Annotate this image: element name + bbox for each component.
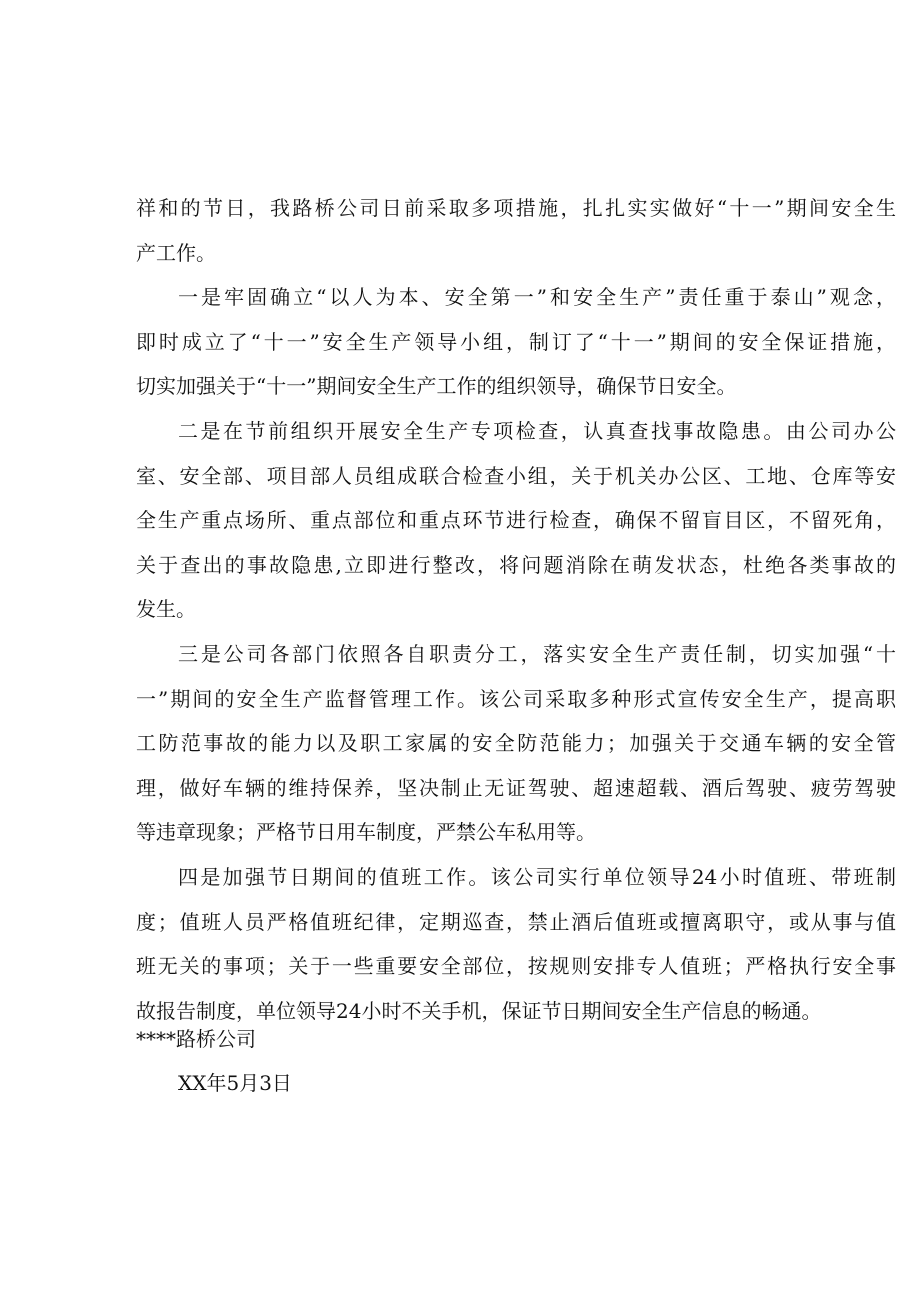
signature-company: ****路桥公司 [136,1027,256,1051]
text-line: 工防范事故的能力以及职工家属的安全防范能力；加强关于交通车辆的安全管 [136,731,896,756]
text-line: 故报告制度，单位领导24小时不关手机，保证节日期间安全生产信息的畅通。 [136,998,822,1023]
text-line: 度；值班人员严格值班纪律，定期巡查，禁止酒后值班或擅离职守，或从事与值 [136,909,896,934]
text-line: 二是在节前组织开展安全生产专项检查，认真查找事故隐患。由公司办公 [178,418,896,443]
text-line: 理，做好车辆的维持保养，坚决制止无证驾驶、超速超载、酒后驾驶、疲劳驾驶 [136,775,896,800]
paragraph-2 [136,275,896,409]
text-line: 发生。 [136,597,196,622]
text-line: 四是加强节日期间的值班工作。该公司实行单位领导24小时值班、带班制 [178,864,896,889]
paragraph-1 [136,186,896,275]
text-line: 全生产重点场所、重点部位和重点环节进行检查，确保不留盲目区，不留死角， [136,508,896,533]
text-line: 等违章现象；严格节日用车制度，严禁公车私用等。 [136,820,596,845]
text-line: 祥和的节日，我路桥公司日前采取多项措施，扎扎实实做好“十一”期间安全生 [136,196,896,220]
paragraph-5 [136,855,896,1033]
document-body [136,186,896,1033]
signature-date: XX年5月3日 [178,1071,292,1095]
text-line: 班无关的事项；关于一些重要安全部位，按规则安排专人值班；严格执行安全事 [136,954,896,979]
text-line: 切实加强关于“十一”期间安全生产工作的组织领导，确保节日安全。 [136,374,737,399]
paragraph-4 [136,632,896,855]
text-line: 室、安全部、项目部人员组成联合检查小组，关于机关办公区、工地、仓库等安 [136,463,896,488]
paragraph-3 [136,409,896,632]
text-line: 即时成立了“十一”安全生产领导小组，制订了“十一”期间的安全保证措施， [136,329,896,354]
text-line: 一是牢固确立“以人为本、安全第一”和安全生产”责任重于泰山”观念， [178,285,896,310]
text-line: 关于查出的事故隐患,立即进行整改，将问题消除在萌发状态，杜绝各类事故的 [136,552,896,577]
text-line: 三是公司各部门依照各自职责分工，落实安全生产责任制，切实加强“十 [178,641,896,666]
text-line: 一”期间的安全生产监督管理工作。该公司采取多种形式宣传安全生产，提高职 [136,686,896,711]
text-line: 产工作。 [136,240,216,265]
